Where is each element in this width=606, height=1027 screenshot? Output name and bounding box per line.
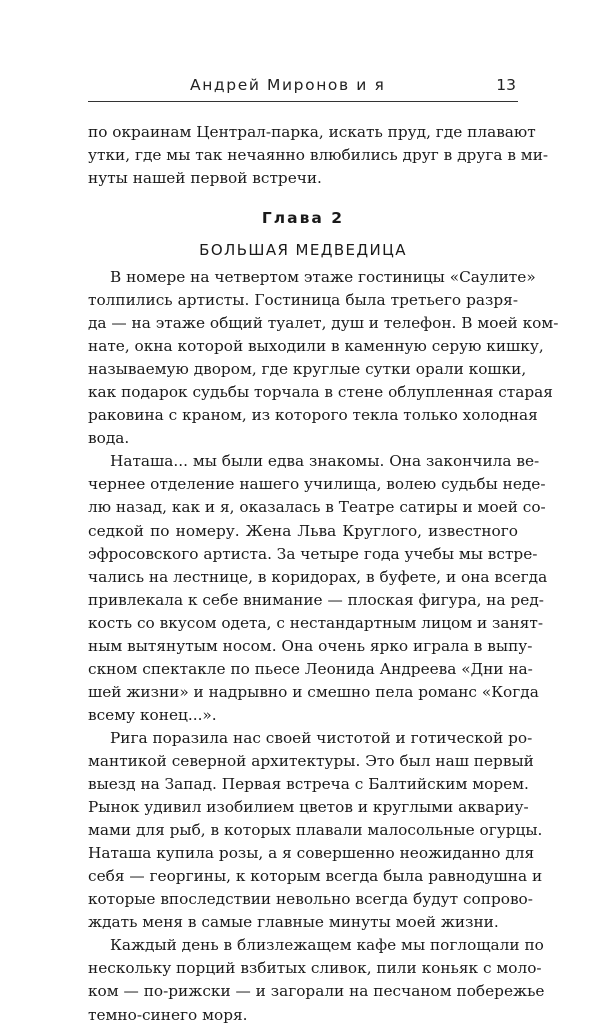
text-line: чернее отделение нашего училища, волею судьбы неде- — [88, 475, 546, 494]
text-line: мами для рыб, в которых плавали малосольные огурцы. — [88, 821, 543, 840]
text-line: Рынок удивил изобилием цветов и круглыми аквариу- — [88, 798, 529, 817]
chapter-heading: Глава 2 — [261, 209, 345, 227]
intro-paragraph — [88, 121, 549, 190]
text-line: нуты нашей первой встречи. — [88, 169, 322, 188]
chapter-title: БОЛЬШАЯ МЕДВЕДИЦА — [199, 241, 407, 259]
text-line: Каждый день в близлежащем кафе мы поглощали по — [110, 936, 544, 955]
chapter-body — [88, 266, 559, 1027]
text-line: седкой по номеру. Жена Льва Круглого, известного — [88, 521, 518, 540]
running-title: Андрей Миронов и я — [190, 76, 386, 94]
text-line: темно-синего моря. — [88, 1005, 248, 1024]
text-line: кость со вкусом одета, с нестандартным лицом и занят- — [88, 613, 543, 632]
text-line: утки, где мы так нечаянно влюбились друг в друга в ми- — [88, 146, 549, 165]
text-line: по окраинам Централ-парка, искать пруд, где плавают — [88, 123, 536, 141]
text-line: мантикой северной архитектуры. Это был наш первый — [88, 751, 534, 770]
text-line: да — на этаже общий туалет, душ и телефон. В моей ком- — [88, 314, 559, 333]
text-line: раковина с краном, из которого текла только холодная — [88, 406, 538, 425]
text-line: выезд на Запад. Первая встреча с Балтийским морем. — [88, 775, 529, 794]
text-line: привлекала к себе внимание — плоская фигура, на ред- — [88, 590, 544, 609]
text-line: вода. — [88, 429, 130, 448]
text-line: лю назад, как и я, оказалась в Театре сатиры и моей со- — [88, 498, 546, 517]
text-line: ком — по-рижски — и загорали на песчаном побережье — [88, 982, 545, 1001]
text-line: Наташа... мы были едва знакомы. Она закончила ве- — [110, 452, 540, 471]
text-line: ждать меня в самые главные минуты моей жизни. — [88, 913, 499, 932]
text-line: всему конец...». — [88, 705, 217, 724]
text-line: шей жизни» и надрывно и смешно пела романс «Когда — [88, 682, 539, 701]
text-line: Наташа купила розы, а я совершенно неожиданно для — [88, 844, 535, 863]
page-number: 13 — [496, 76, 516, 94]
text-line: Рига поразила нас своей чистотой и готической ро- — [110, 728, 533, 747]
text-line: толпились артисты. Гостиница была третьего разря- — [88, 291, 518, 310]
text-line: называемую двором, где круглые сутки орали кошки, — [88, 360, 527, 379]
text-line: как подарок судьбы торчала в стене облупленная старая — [88, 383, 553, 402]
text-line: ным вытянутым носом. Она очень ярко играла в выпу- — [88, 636, 533, 655]
text-line: чались на лестнице, в коридорах, в буфете, и она всегда — [88, 567, 548, 586]
text-line: нескольку порций взбитых сливок, пили коньяк с моло- — [88, 959, 542, 978]
text-line: нате, окна которой выходили в каменную серую кишку, — [88, 337, 544, 356]
header-rule — [88, 101, 518, 102]
text-line: скном спектакле по пьесе Леонида Андреева «Дни на- — [88, 659, 533, 678]
text-line: эфросовского артиста. За четыре года учебы мы встре- — [88, 544, 538, 563]
text-line: себя — георгины, к которым всегда была равнодушна и — [88, 867, 543, 886]
text-line: которые впоследствии невольно всегда будут сопрово- — [88, 890, 533, 909]
text-line: В номере на четвертом этаже гостиницы «Саулите» — [110, 268, 536, 286]
running-head — [88, 76, 516, 98]
